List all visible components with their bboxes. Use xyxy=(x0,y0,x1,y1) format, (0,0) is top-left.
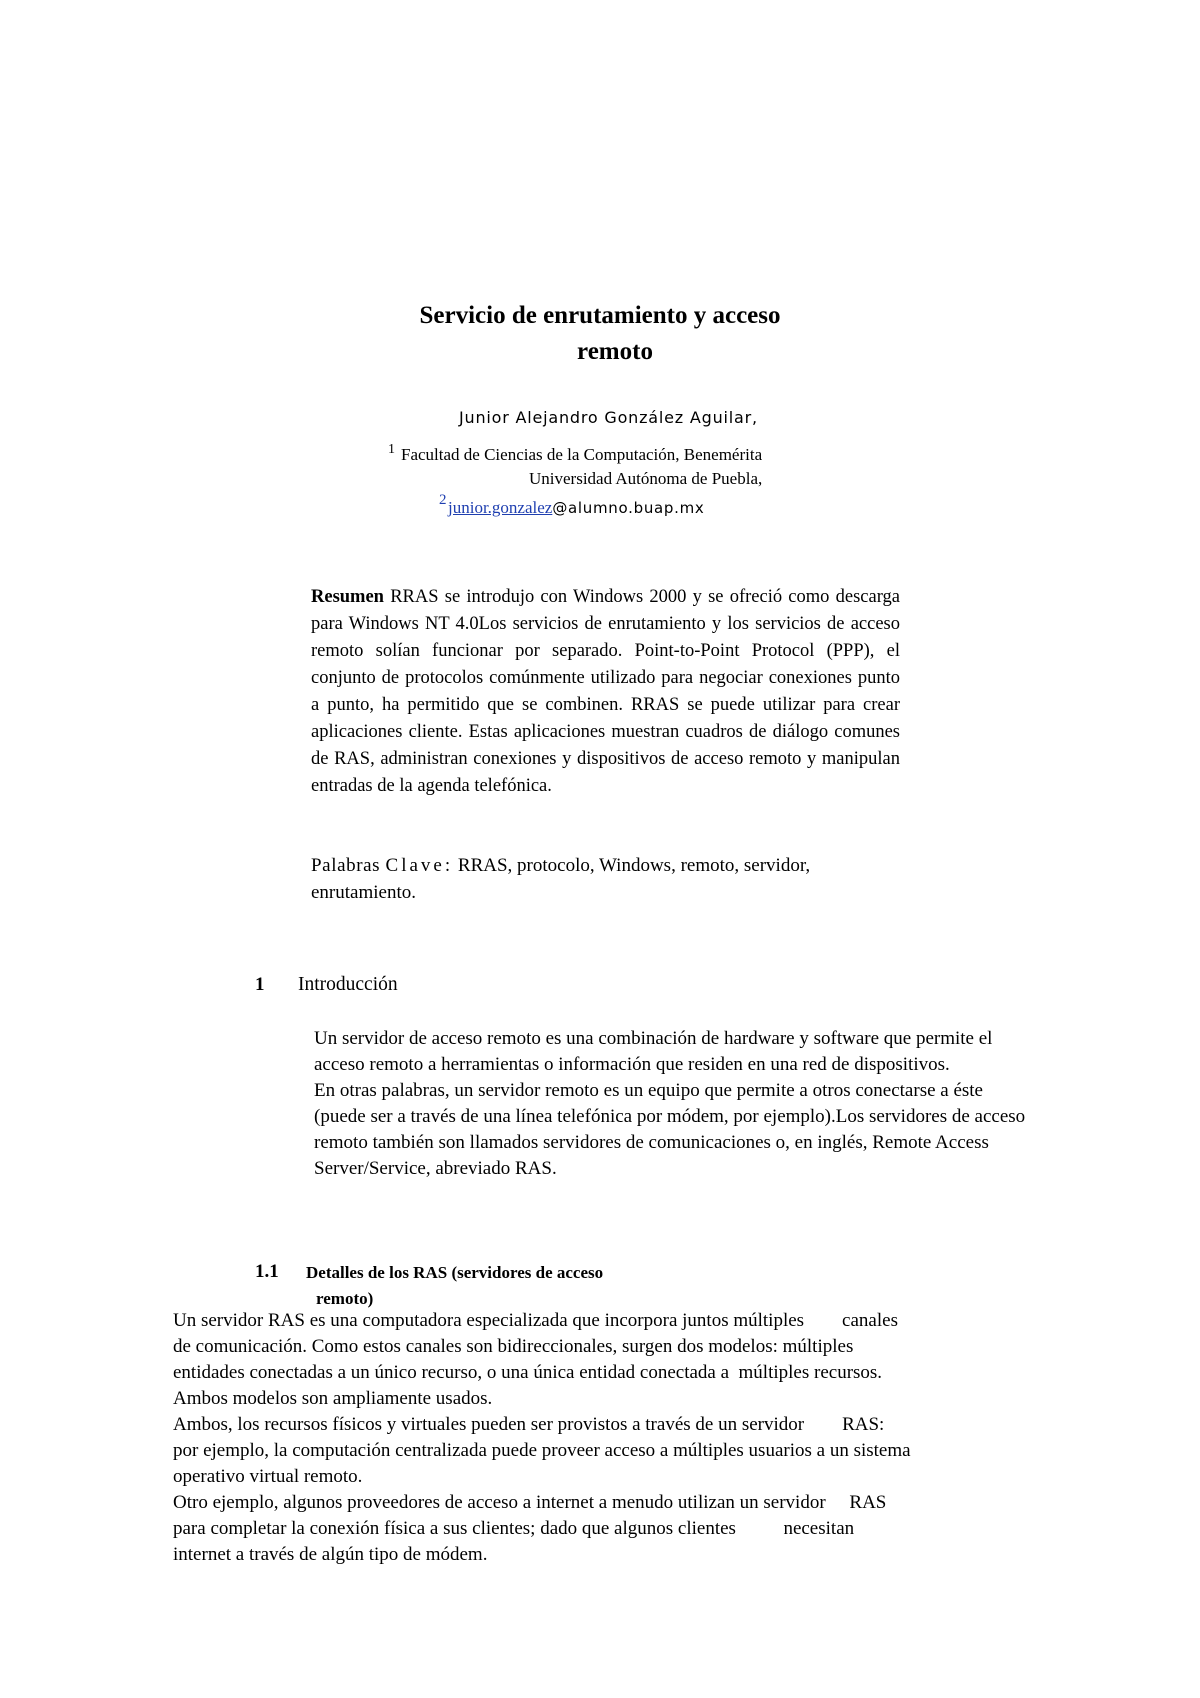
subsection-title-line-2: remoto) xyxy=(316,1289,374,1308)
email-marker: 2 xyxy=(439,492,447,508)
section-number: 1 xyxy=(255,974,265,995)
body-line: Otro ejemplo, algunos proveedores de acceso a internet a menudo utilizan un servidor RAS xyxy=(173,1492,887,1513)
subsection-body xyxy=(173,1308,1053,1568)
body-line: por ejemplo, la computación centralizada puede proveer acceso a múltiples usuarios a un sistema xyxy=(173,1440,911,1461)
intro-paragraph-1: Un servidor de acceso remoto es una combinación de hardware y software que permite el acceso remoto a herramientas o información que residen en una red de dispositivos. xyxy=(314,1028,993,1075)
author-name: Junior Alejandro González Aguilar, xyxy=(459,408,758,427)
paper-title-line-2: remoto xyxy=(577,338,653,365)
affiliation-line-1: Facultad de Ciencias de la Computación, Benemérita xyxy=(401,445,763,464)
keywords-label-a: Palabras xyxy=(311,855,381,876)
body-line: operativo virtual remoto. xyxy=(173,1466,363,1487)
introduction-body xyxy=(314,1026,1038,1182)
body-line: internet a través de algún tipo de módem. xyxy=(173,1544,488,1565)
keywords xyxy=(311,852,911,906)
abstract-label: Resumen xyxy=(311,587,384,607)
intro-paragraph-2: En otras palabras, un servidor remoto es un equipo que permite a otros conectarse a éste (puede ser a través de una línea telefónica por módem, por ejemplo).Los servidores de acceso remoto también son llamados servidores de comunicaciones o, en inglés, Remote Access Server/Service, abreviado RAS. xyxy=(314,1080,1026,1179)
section-title: Introducción xyxy=(298,974,398,995)
subsection-title-line-1: Detalles de los RAS (servidores de acceso xyxy=(306,1263,604,1282)
paper-title-line-1: Servicio de enrutamiento y acceso xyxy=(419,302,781,329)
email-domain: @alumno.buap.mx xyxy=(552,499,705,517)
email-link[interactable]: junior.gonzalez xyxy=(448,498,553,517)
abstract xyxy=(311,584,900,800)
keywords-label-b: Clave: xyxy=(385,855,454,876)
author-email xyxy=(448,498,705,518)
body-line: Un servidor RAS es una computadora especializada que incorpora juntos múltiples canales xyxy=(173,1310,898,1331)
affiliation-marker: 1 xyxy=(388,442,395,457)
keywords-label xyxy=(311,855,453,876)
body-line: entidades conectadas a un único recurso, o una única entidad conectada a múltiples recursos. xyxy=(173,1362,883,1383)
body-line: de comunicación. Como estos canales son bidireccionales, surgen dos modelos: múltiples xyxy=(173,1336,854,1357)
body-line: Ambos modelos son ampliamente usados. xyxy=(173,1388,493,1409)
body-line: Ambos, los recursos físicos y virtuales pueden ser provistos a través de un servidor RAS: xyxy=(173,1414,885,1435)
keywords-text: RRAS, protocolo, Windows, remoto, servidor, enrutamiento. xyxy=(311,855,811,903)
body-line: para completar la conexión física a sus clientes; dado que algunos clientes necesitan xyxy=(173,1518,855,1539)
affiliation-line-2: Universidad Autónoma de Puebla, xyxy=(529,469,763,488)
subsection-number: 1.1 xyxy=(255,1261,279,1282)
abstract-text: RRAS se introdujo con Windows 2000 y se ofreció como descarga para Windows NT 4.0Los servicios de enrutamiento y los servicios de acceso remoto solían funcionar por separado. Point-to-Point Protocol (PPP), el conjunto de protocolos comúnmente utilizado para negociar conexiones punto a punto, ha permitido que se combinen. RRAS se puede utilizar para crear aplicaciones cliente. Estas aplicaciones muestran cuadros de diálogo comunes de RAS, administran conexiones y dispositivos de acceso remoto y manipulan entradas de la agenda telefónica. xyxy=(311,587,900,796)
